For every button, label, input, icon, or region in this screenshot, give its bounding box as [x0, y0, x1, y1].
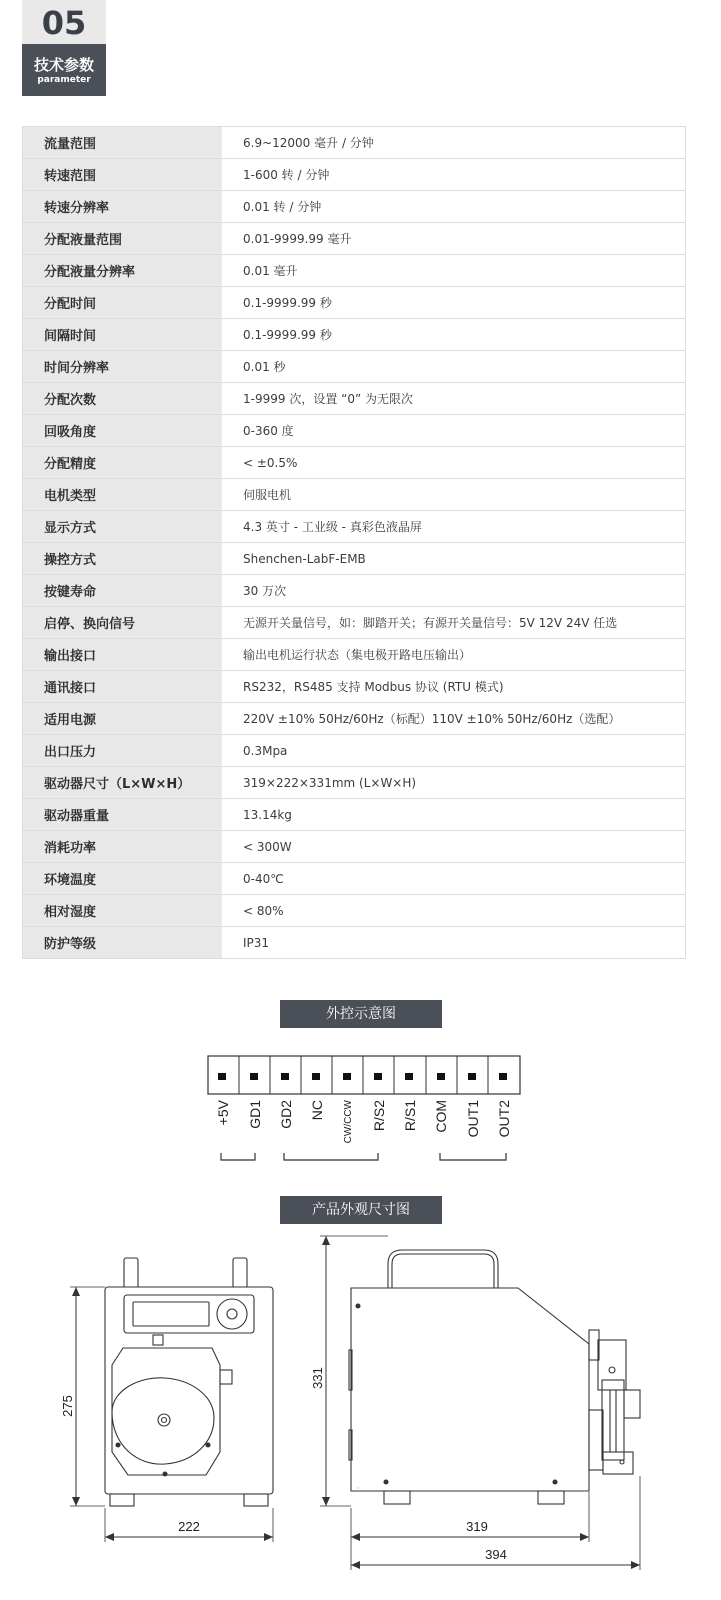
spec-label: 分配精度 [23, 447, 223, 479]
side-length-body-label: 319 [466, 1519, 488, 1534]
pin-label: OUT1 [465, 1100, 481, 1138]
table-row [23, 415, 686, 447]
table-row [23, 511, 686, 543]
spec-label: 显示方式 [23, 511, 223, 543]
table-row [23, 863, 686, 895]
pin-marker-5 [374, 1073, 382, 1080]
spec-value: 6.9~12000 毫升 / 分钟 [222, 127, 686, 159]
external-control-title: 外控示意图 [280, 1000, 442, 1028]
spec-value: 1-9999 次，设置 “0” 为无限次 [222, 383, 686, 415]
spec-label: 间隔时间 [23, 319, 223, 351]
spec-value: IP31 [222, 927, 686, 959]
spec-value: < 300W [222, 831, 686, 863]
table-row [23, 191, 686, 223]
pin-label: CW/CCW [343, 1100, 354, 1144]
spec-label: 适用电源 [23, 703, 223, 735]
section-title: 技术参数 [33, 56, 94, 74]
table-row [23, 479, 686, 511]
spec-value: < ±0.5% [222, 447, 686, 479]
spec-value: 0-360 度 [222, 415, 686, 447]
table-row [23, 159, 686, 191]
pin-marker-2 [281, 1073, 289, 1080]
spec-label: 出口压力 [23, 735, 223, 767]
table-row [23, 703, 686, 735]
table-row [23, 831, 686, 863]
table-row [23, 383, 686, 415]
spec-value: 输出电机运行状态（集电极开路电压输出） [222, 639, 686, 671]
pin-label: R/S1 [402, 1100, 418, 1132]
pin-marker-4 [343, 1073, 351, 1080]
spec-value: 无源开关量信号，如：脚踏开关；有源开关量信号：5V 12V 24V 任选 [222, 607, 686, 639]
bracket-control [284, 1153, 378, 1160]
pin-marker-7 [437, 1073, 445, 1080]
spec-label: 通讯接口 [23, 671, 223, 703]
table-row [23, 287, 686, 319]
dimensions-title: 产品外观尺寸图 [280, 1196, 442, 1224]
spec-value: 0.01-9999.99 毫升 [222, 223, 686, 255]
spec-label: 转速范围 [23, 159, 223, 191]
spec-value: 220V ±10% 50Hz/60Hz（标配）110V ±10% 50Hz/60Hz（选配） [222, 703, 686, 735]
spec-label: 按键寿命 [23, 575, 223, 607]
spec-value: 0.01 毫升 [222, 255, 686, 287]
table-row [23, 671, 686, 703]
table-row [23, 447, 686, 479]
table-row [23, 607, 686, 639]
table-row [23, 351, 686, 383]
spec-label: 时间分辨率 [23, 351, 223, 383]
spec-value: 0.1-9999.99 秒 [222, 287, 686, 319]
spec-label: 消耗功率 [23, 831, 223, 863]
table-row [23, 319, 686, 351]
terminal-diagram [0, 1050, 721, 1180]
pin-label: NC [309, 1100, 325, 1121]
front-height-dimension [60, 1287, 105, 1506]
front-height-label: 275 [60, 1395, 75, 1417]
front-width-dimension [105, 1508, 273, 1542]
pin-label: +5V [215, 1100, 231, 1126]
spec-value: 0-40℃ [222, 863, 686, 895]
spec-label: 回吸角度 [23, 415, 223, 447]
spec-value: 4.3 英寸 - 工业级 - 真彩色液晶屏 [222, 511, 686, 543]
table-row [23, 127, 686, 159]
table-row [23, 799, 686, 831]
spec-value: 0.01 转 / 分钟 [222, 191, 686, 223]
bracket-power [221, 1153, 255, 1160]
section-subtitle: parameter [37, 75, 91, 85]
table-row [23, 735, 686, 767]
pin-marker-3 [312, 1073, 320, 1080]
section-number: 05 [22, 0, 106, 44]
side-view [349, 1250, 640, 1504]
spec-table [22, 126, 686, 959]
spec-label: 启停、换向信号 [23, 607, 223, 639]
spec-label: 环境温度 [23, 863, 223, 895]
table-row [23, 927, 686, 959]
front-view [105, 1258, 273, 1506]
spec-label: 分配液量范围 [23, 223, 223, 255]
section-badge [22, 0, 106, 96]
pin-marker-1 [250, 1073, 258, 1080]
section-label [22, 44, 106, 96]
pin-label: R/S2 [371, 1100, 387, 1132]
pin-marker-0 [218, 1073, 226, 1080]
table-row [23, 255, 686, 287]
table-row [23, 639, 686, 671]
spec-label: 转速分辨率 [23, 191, 223, 223]
spec-label: 流量范围 [23, 127, 223, 159]
pin-marker-9 [499, 1073, 507, 1080]
spec-label: 分配液量分辨率 [23, 255, 223, 287]
spec-label: 输出接口 [23, 639, 223, 671]
spec-value: RS232，RS485 支持 Modbus 协议 (RTU 模式) [222, 671, 686, 703]
spec-label: 电机类型 [23, 479, 223, 511]
side-length-total-label: 394 [485, 1547, 507, 1562]
spec-value: 0.1-9999.99 秒 [222, 319, 686, 351]
spec-value: 0.01 秒 [222, 351, 686, 383]
front-width-label: 222 [178, 1519, 200, 1534]
side-height-label: 331 [310, 1367, 325, 1389]
table-row [23, 767, 686, 799]
spec-label: 驱动器重量 [23, 799, 223, 831]
spec-label: 分配时间 [23, 287, 223, 319]
spec-value: 13.14kg [222, 799, 686, 831]
spec-value: Shenchen-LabF-EMB [222, 543, 686, 575]
pin-label: OUT2 [496, 1100, 512, 1138]
spec-label: 相对湿度 [23, 895, 223, 927]
spec-value: 319×222×331mm (L×W×H) [222, 767, 686, 799]
pin-label: GD1 [247, 1100, 263, 1129]
spec-label: 分配次数 [23, 383, 223, 415]
pin-label: COM [433, 1100, 449, 1133]
table-row [23, 543, 686, 575]
spec-value: 0.3Mpa [222, 735, 686, 767]
spec-value: 伺服电机 [222, 479, 686, 511]
spec-label: 防护等级 [23, 927, 223, 959]
pin-marker-8 [468, 1073, 476, 1080]
spec-label: 操控方式 [23, 543, 223, 575]
table-row [23, 223, 686, 255]
bracket-output [440, 1153, 506, 1160]
pin-label: GD2 [278, 1100, 294, 1129]
table-row [23, 895, 686, 927]
spec-value: 30 万次 [222, 575, 686, 607]
spec-label: 驱动器尺寸（L×W×H） [23, 767, 223, 799]
dimension-drawing [0, 1230, 721, 1600]
spec-value: < 80% [222, 895, 686, 927]
spec-value: 1-600 转 / 分钟 [222, 159, 686, 191]
table-row [23, 575, 686, 607]
pin-marker-6 [405, 1073, 413, 1080]
